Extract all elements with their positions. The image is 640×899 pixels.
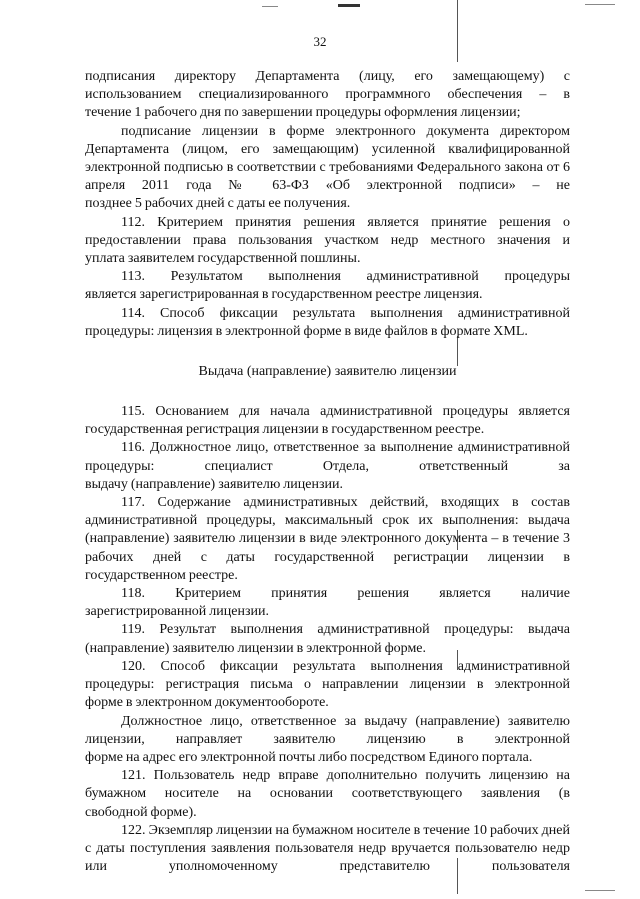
page-number: 32 (313, 34, 327, 49)
text-line: 115. Основанием для начала административной процедуры является (121, 404, 570, 420)
text-line: 113. Результатом выполнения административной процедуры (121, 269, 570, 285)
text-line: 120. Способ фиксации результата выполнения административной процедуры: регистрация письма о направлении лицензии в электронной (85, 658, 570, 693)
text-line: свободной форме). (85, 804, 197, 820)
paragraph-group-after (85, 403, 570, 876)
text-line: процедуры: лицензия в электронной форме в виде файлов в формате XML. (85, 323, 528, 339)
fold-line-top (457, 0, 458, 62)
section-heading: Выдача (направление) заявителю лицензии (198, 364, 457, 380)
text-line: является зарегистрированная в государственном реестре лицензия. (85, 287, 483, 303)
text-line: 117. Содержание административных действий, входящих в состав административной процедуры, максимальный срок их выполнения: выдача (направление) заявителю лицензии в виде электронного документа – в течение 3 рабочих дней с даты государственной регистрации лицензии в (85, 495, 570, 565)
text-line: государственном реестре. (85, 567, 238, 583)
text-line: форме в электронном документообороте. (85, 695, 329, 711)
text-line: 122. Экземпляр лицензии на бумажном носителе в течение 10 рабочих дней с даты поступления заявления пользователя недр вручается пользователю недр или уполномоченному представителю пользователя (85, 822, 570, 875)
document-body (85, 68, 570, 876)
text-line: позднее 5 рабочих дней с даты ее получения. (85, 196, 351, 212)
text-line: 116. Должностное лицо, ответственное за выполнение административной процедуры: специалист Отдела, ответственный за (85, 440, 570, 474)
paragraph-group-before (85, 68, 570, 341)
text-line: зарегистрированной лицензии. (85, 604, 269, 620)
text-line: 114. Способ фиксации результата выполнения административной (121, 305, 570, 321)
text-line: форме на адрес его электронной почты либо посредством Единого портала. (85, 749, 533, 765)
text-line: 112. Критерием принятия решения является принятие решения о предоставлении права пользования участком недр местного значения и (85, 214, 570, 248)
scan-mark-top-right (585, 4, 615, 5)
scan-mark-bottom-right (585, 890, 615, 891)
text-line: 121. Пользователь недр вправе дополнительно получить лицензию на бумажном носителе на основании соответствующего заявления (в (85, 768, 570, 802)
text-line: подписания директору Департамента (лицу, его замещающему) с использованием специализированного программного обеспечения – в (85, 69, 570, 103)
text-line: (направление) заявителю лицензии в электронной форме. (85, 640, 427, 656)
scan-mark-top (338, 4, 360, 7)
scan-mark-top-left (262, 6, 278, 7)
text-line: 119. Результат выполнения административной процедуры: выдача (121, 622, 570, 638)
text-line: выдачу (направление) заявителю лицензии. (85, 476, 343, 492)
text-line: уплата заявителем государственной пошлины. (85, 251, 361, 267)
text-line: подписание лицензии в форме электронного документа директором Департамента (лицом, его замещающим) усиленной квалифицированной электронной подписью в соответствии с требованиями Федерального закона от 6 апреля 2011 года № 63-ФЗ «Об электронной подписи» – не (85, 123, 570, 194)
text-line: 118. Критерием принятия решения является наличие (121, 586, 570, 602)
text-line: государственная регистрация лицензии в государственном реестре. (85, 422, 485, 438)
text-line: Должностное лицо, ответственное за выдачу (направление) заявителю лицензии, направляет заявителю лицензию в электронной (85, 713, 570, 747)
text-line: течение 1 рабочего дня по завершении процедуры оформления лицензии; (85, 105, 521, 121)
